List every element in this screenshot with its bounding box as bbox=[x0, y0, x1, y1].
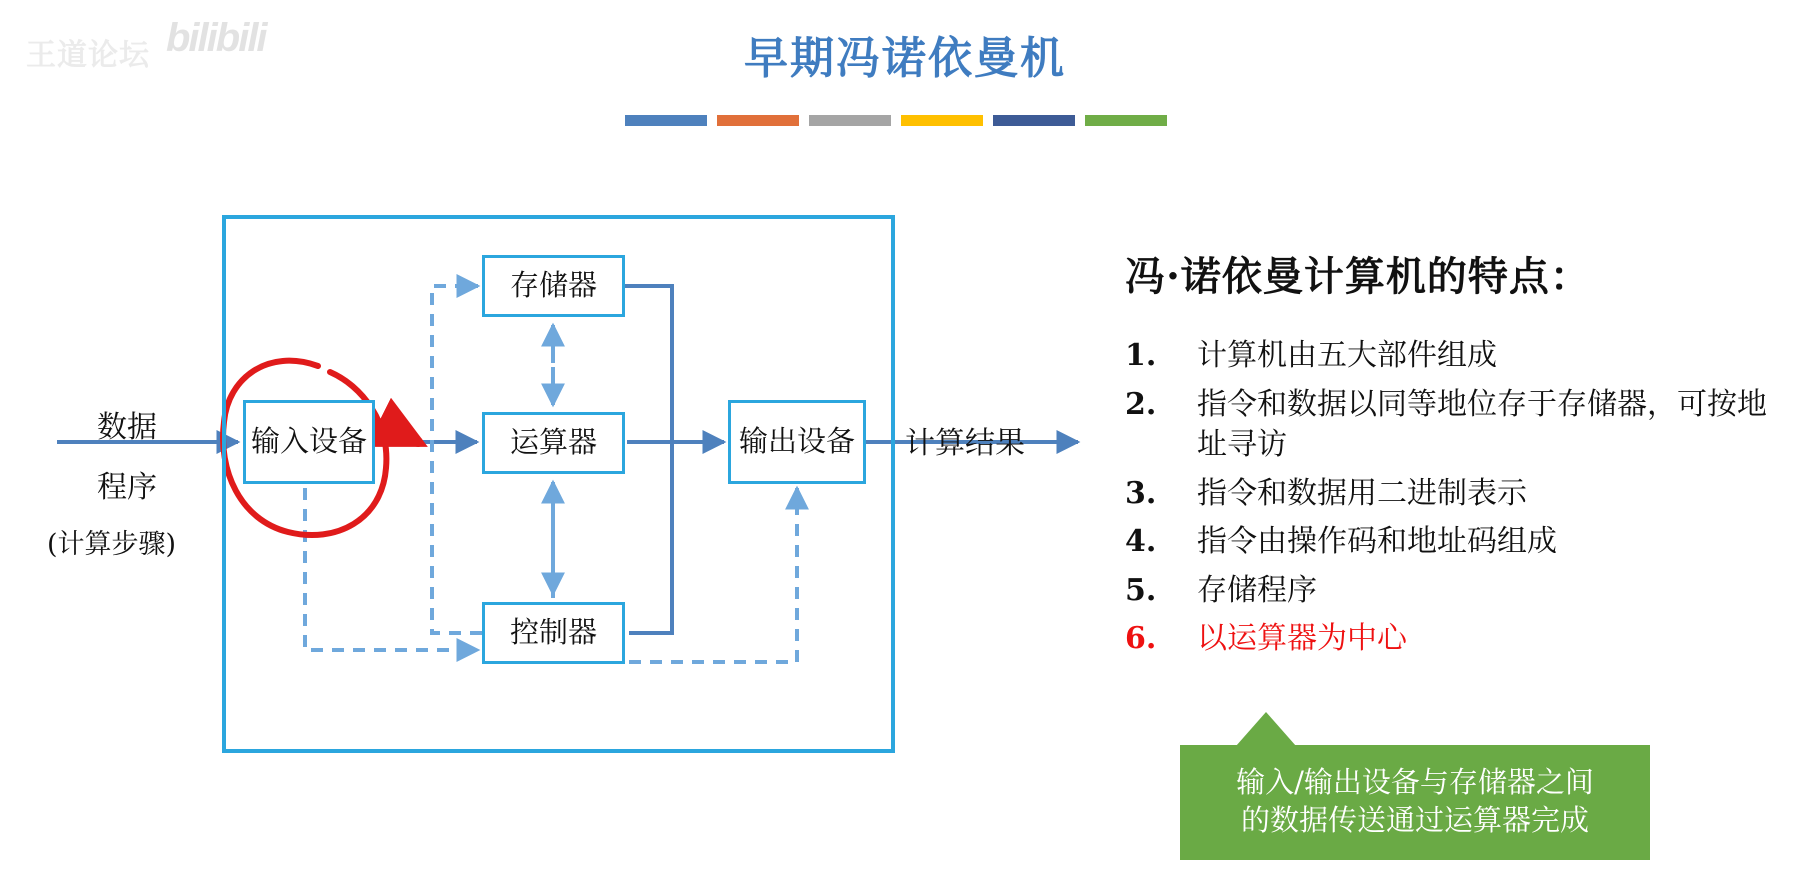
label-calculation-result: 计算结果 bbox=[905, 426, 1025, 461]
page-title: 早期冯诺依曼机 bbox=[744, 33, 1066, 84]
von-neumann-diagram bbox=[0, 150, 1110, 770]
features-panel bbox=[1125, 245, 1785, 668]
list-item-text: 指令和数据用二进制表示 bbox=[1197, 475, 1527, 511]
list-item-text: 存储程序 bbox=[1197, 572, 1317, 608]
list-item bbox=[1125, 522, 1785, 563]
list-item-text: 指令由操作码和地址码组成 bbox=[1197, 524, 1557, 559]
label-data: 数据 bbox=[97, 410, 157, 445]
label-calculation-steps: (计算步骤) bbox=[47, 529, 177, 560]
label-program: 程序 bbox=[97, 470, 157, 505]
list-item-text: 指令和数据以同等地位存于存储器，可按地址寻访 bbox=[1197, 386, 1767, 462]
list-item-number: 5. bbox=[1125, 572, 1157, 608]
features-list bbox=[1125, 336, 1785, 660]
list-item bbox=[1125, 385, 1785, 466]
list-item-text: 计算机由五大部件组成 bbox=[1197, 338, 1497, 373]
node-output-device: 输出设备 bbox=[728, 400, 866, 484]
title-decoration-bars bbox=[625, 115, 1167, 126]
list-item bbox=[1125, 336, 1785, 377]
list-item-number: 2. bbox=[1125, 386, 1157, 422]
features-heading: 冯·诺依曼计算机的特点： bbox=[1125, 253, 1591, 300]
callout-note bbox=[1180, 745, 1650, 860]
list-item bbox=[1125, 571, 1785, 612]
title-bar-3 bbox=[809, 115, 891, 126]
title-bar-2 bbox=[717, 115, 799, 126]
node-controller: 控制器 bbox=[482, 602, 625, 664]
node-memory: 存储器 bbox=[482, 255, 625, 317]
list-item-number: 6. bbox=[1125, 621, 1157, 656]
callout-tail bbox=[1236, 712, 1296, 746]
title-bar-5 bbox=[993, 115, 1075, 126]
callout-line-2: 的数据传送通过运算器完成 bbox=[1240, 803, 1589, 838]
callout-line-1: 输入/输出设备与存储器之间 bbox=[1236, 765, 1594, 799]
list-item-number: 3. bbox=[1125, 475, 1157, 511]
title-bar-1 bbox=[625, 115, 707, 126]
node-input-device: 输入设备 bbox=[243, 400, 375, 484]
list-item-number: 4. bbox=[1125, 524, 1157, 559]
bilibili-logo: bilibili bbox=[166, 16, 266, 60]
title-bar-4 bbox=[901, 115, 983, 126]
list-item-number: 1. bbox=[1125, 338, 1157, 373]
list-item bbox=[1125, 474, 1785, 515]
list-item-highlighted bbox=[1125, 619, 1785, 660]
node-alu: 运算器 bbox=[482, 412, 625, 474]
watermark-text: 王道论坛 bbox=[26, 39, 150, 72]
title-bar-6 bbox=[1085, 115, 1167, 126]
list-item-text: 以运算器为中心 bbox=[1197, 621, 1407, 656]
